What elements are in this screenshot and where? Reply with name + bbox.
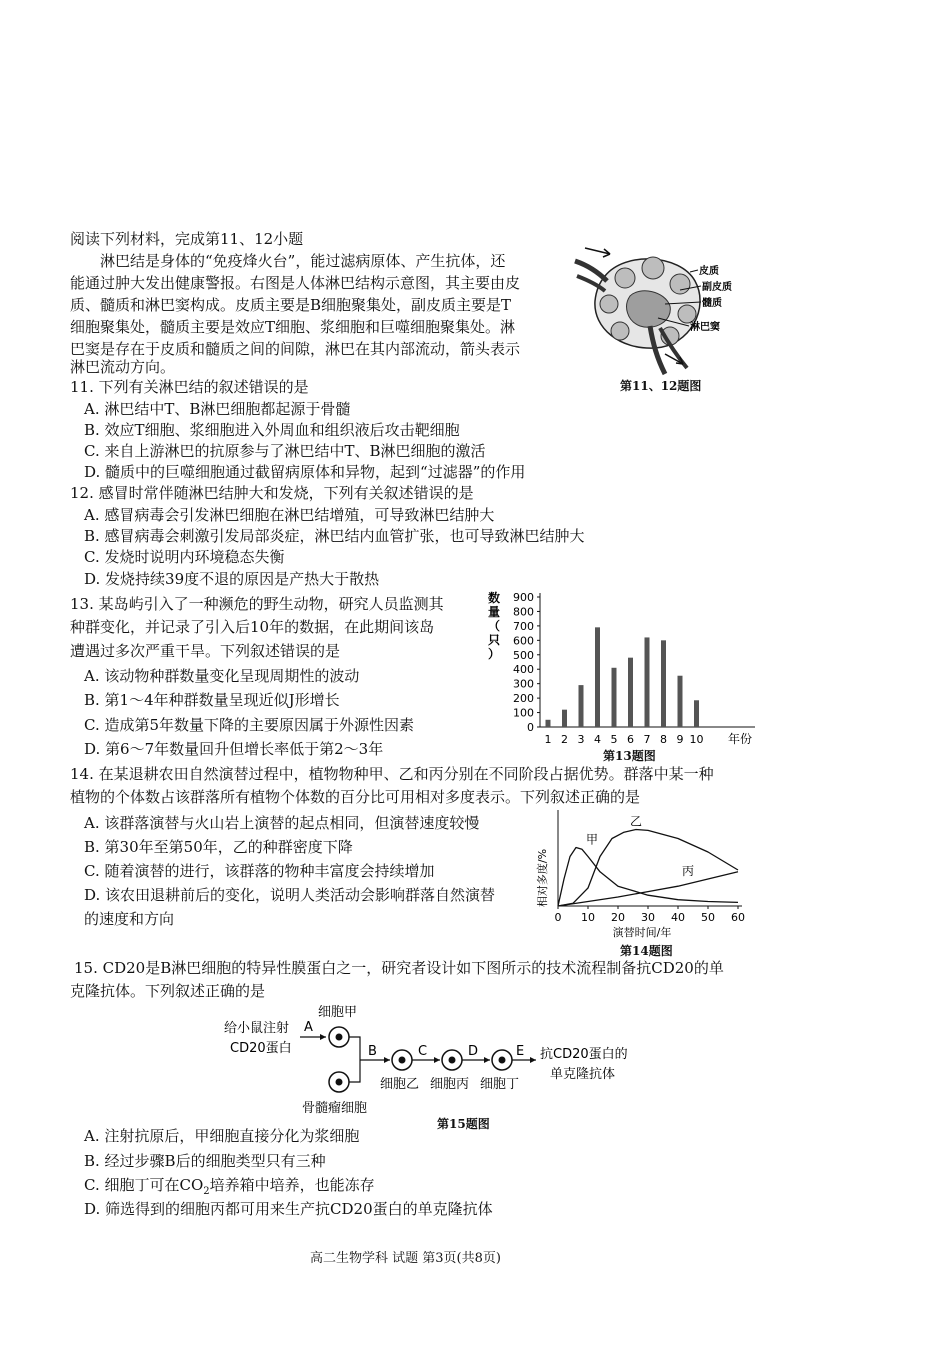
y-axis-label-char: （ <box>487 619 501 633</box>
series-label: 甲 <box>586 832 599 847</box>
inject-label: CD20蛋白 <box>230 1041 292 1056</box>
figure-caption: 第15题图 <box>437 1117 490 1131</box>
x-tick-label: 20 <box>611 911 625 924</box>
option-a: A. 该群落演替与火山岩上演替的起点相同，但演替速度较慢 <box>84 814 480 832</box>
option-b: B. 第30年至第50年，乙的种群密度下降 <box>84 838 353 856</box>
option-a: A. 该动物种群数量变化呈现周期性的波动 <box>84 667 360 685</box>
question-stem: 11. 下列有关淋巴结的叙述错误的是 <box>70 378 309 396</box>
bar <box>612 668 617 727</box>
option-c: C. 造成第5年数量下降的主要原因属于外源性因素 <box>84 716 415 734</box>
series-label: 丙 <box>682 864 695 878</box>
step-c: C <box>418 1044 428 1059</box>
myeloma-label: 骨髓瘤细胞 <box>302 1101 368 1116</box>
option-b: B. 第1～4年种群数量呈现近似J形增长 <box>84 691 340 709</box>
y-axis-label-char: ） <box>487 647 501 661</box>
bar <box>694 700 699 727</box>
passage-line: 质、髓质和淋巴窦构成。皮质主要是B细胞聚集处，副皮质主要是T <box>70 296 512 314</box>
passage-line: 巴窦是存在于皮质和髓质之间的间隙，淋巴在其内部流动，箭头表示 <box>70 340 521 358</box>
bar <box>546 720 551 727</box>
label-cortex: 皮质 <box>699 266 719 277</box>
cell-bing <box>442 1050 462 1070</box>
bar <box>562 710 567 727</box>
antibody-flow-diagram <box>220 1002 650 1118</box>
x-tick-label: 4 <box>594 733 601 746</box>
y-tick-label: 300 <box>513 677 534 691</box>
product-label: 单克隆抗体 <box>550 1067 616 1082</box>
bar <box>579 685 584 727</box>
population-bar-chart <box>480 588 770 753</box>
option-c: C. 细胞丁可在$CO_2$培养箱中培养，也能冻存 <box>84 1176 375 1197</box>
y-tick-label: 500 <box>513 648 534 662</box>
step-a: A <box>304 1020 313 1035</box>
x-tick-label: 1 <box>544 733 552 746</box>
y-axis-label-char: 量 <box>487 605 501 619</box>
x-tick-label: 0 <box>554 911 562 924</box>
cell-yi <box>392 1050 412 1070</box>
option-d: D. 发烧持续39度不退的原因是产热大于散热 <box>84 570 380 588</box>
passage-line: 细胞聚集处，髓质主要是效应T细胞、浆细胞和巨噬细胞聚集处。淋 <box>70 318 516 336</box>
x-tick-label: 5 <box>610 733 618 746</box>
bar <box>595 627 600 727</box>
question-stem: 12. 感冒时常伴随淋巴结肿大和发烧，下列有关叙述错误的是 <box>70 484 474 502</box>
question-stem: 克隆抗体。下列叙述正确的是 <box>70 982 266 1000</box>
myeloma-cell <box>329 1072 349 1092</box>
option-c: C. 发烧时说明内环境稳态失衡 <box>84 548 285 566</box>
series-label: 乙 <box>630 814 643 829</box>
bar <box>678 676 683 727</box>
y-tick-label: 800 <box>513 605 534 619</box>
y-tick-label: 100 <box>513 706 534 720</box>
passage-line: 能通过肿大发出健康警报。右图是人体淋巴结构示意图，其主要由皮 <box>70 274 521 292</box>
page-footer: 高二生物学科 试题 第3页(共8页) <box>310 1251 501 1266</box>
question-stem: 13. 某岛屿引入了一种濒危的野生动物，研究人员监测其 <box>70 595 444 613</box>
x-tick-label: 9 <box>676 733 684 746</box>
y-tick-label: 900 <box>513 591 534 604</box>
step-b: B <box>368 1044 377 1059</box>
option-d: D. 第6～7年数量回升但增长率低于第2～3年 <box>84 740 384 758</box>
step-e: E <box>516 1044 525 1059</box>
y-tick-label: 0 <box>527 721 534 734</box>
figure-caption: 第11、12题图 <box>620 379 702 393</box>
option-d-cont: 的速度和方向 <box>84 910 175 928</box>
y-tick-label: 600 <box>513 634 534 648</box>
question-stem: 植物的个体数占该群落所有植物个体数的百分比可用相对多度表示。下列叙述正确的是 <box>70 788 641 806</box>
inject-label: 给小鼠注射 <box>224 1021 290 1036</box>
x-tick-label: 60 <box>731 911 745 924</box>
x-axis-label: 年份 <box>728 732 753 746</box>
lymph-node-diagram <box>565 236 740 376</box>
bar <box>628 658 633 727</box>
label-medulla: 髓质 <box>702 298 722 309</box>
option-d: D. 髓质中的巨噬细胞通过截留病原体和异物，起到“过滤器”的作用 <box>84 463 526 481</box>
y-axis-label: 相对多度/% <box>536 848 549 908</box>
y-axis-label-char: 只 <box>487 633 501 647</box>
option-b: B. 效应T细胞、浆细胞进入外周血和组织液后攻击靶细胞 <box>84 421 460 439</box>
x-tick-label: 10 <box>581 911 595 924</box>
x-tick-label: 3 <box>577 733 585 746</box>
option-a: A. 注射抗原后，甲细胞直接分化为浆细胞 <box>84 1127 360 1145</box>
x-tick-label: 10 <box>689 733 704 746</box>
series-line <box>558 848 738 907</box>
x-tick-label: 8 <box>660 733 667 746</box>
x-tick-label: 6 <box>627 733 634 746</box>
question-stem: 15. CD20是B淋巴细胞的特异性膜蛋白之一，研究者设计如下图所示的技术流程制备抗CD20的单 <box>74 959 724 977</box>
series-line <box>558 872 738 906</box>
y-tick-label: 700 <box>513 619 534 633</box>
question-stem: 14. 在某退耕农田自然演替过程中，植物物种甲、乙和丙分别在不同阶段占据优势。群落中某一种 <box>70 765 714 783</box>
y-axis-label-char: 数 <box>487 591 501 605</box>
succession-line-chart <box>532 808 752 943</box>
x-axis-label: 演替时间/年 <box>612 926 672 939</box>
cell-ding <box>492 1050 512 1070</box>
cell-jia-label: 细胞甲 <box>318 1005 358 1020</box>
product-label: 抗CD20蛋白的 <box>540 1047 628 1062</box>
label-paracortex: 副皮质 <box>702 282 732 293</box>
figure-caption: 第14题图 <box>620 944 673 958</box>
option-a: A. 淋巴结中T、B淋巴细胞都起源于骨髓 <box>84 400 351 418</box>
option-c: C. 来自上游淋巴的抗原参与了淋巴结中T、B淋巴细胞的激活 <box>84 442 486 460</box>
bar <box>661 640 666 727</box>
passage-line: 淋巴流动方向。 <box>70 358 176 376</box>
label-sinus: 淋巴窦 <box>690 322 720 333</box>
passage-heading: 阅读下列材料，完成第11、12小题 <box>70 230 304 248</box>
bar <box>645 637 650 727</box>
x-tick-label: 30 <box>641 911 655 924</box>
passage-line: 淋巴结是身体的“免疫烽火台”，能过滤病原体、产生抗体，还 <box>100 252 506 270</box>
question-stem: 种群变化，并记录了引入后10年的数据，在此期间该岛 <box>70 618 435 636</box>
x-tick-label: 2 <box>561 733 568 746</box>
option-b: B. 感冒病毒会刺激引发局部炎症，淋巴结内血管扩张，也可导致淋巴结肿大 <box>84 527 585 545</box>
x-tick-label: 40 <box>671 911 685 924</box>
cell-bing-label: 细胞丙 <box>430 1077 470 1092</box>
option-d: D. 该农田退耕前后的变化，说明人类活动会影响群落自然演替 <box>84 886 496 904</box>
y-tick-label: 400 <box>513 663 534 677</box>
cell-jia <box>329 1027 349 1047</box>
y-tick-label: 200 <box>513 692 534 706</box>
option-b: B. 经过步骤B后的细胞类型只有三种 <box>84 1152 326 1170</box>
x-tick-label: 7 <box>643 733 651 746</box>
option-d: D. 筛选得到的细胞丙都可用来生产抗CD20蛋白的单克隆抗体 <box>84 1200 493 1218</box>
y-axis-label <box>488 590 500 661</box>
figure-caption: 第13题图 <box>603 749 656 763</box>
option-a: A. 感冒病毒会引发淋巴细胞在淋巴结增殖，可导致淋巴结肿大 <box>84 506 495 524</box>
x-tick-label: 50 <box>701 911 715 924</box>
cell-ding-label: 细胞丁 <box>480 1077 520 1092</box>
cell-yi-label: 细胞乙 <box>380 1077 420 1092</box>
step-d: D <box>468 1044 479 1059</box>
question-stem: 遭遇过多次严重干旱。下列叙述错误的是 <box>70 642 341 660</box>
option-c: C. 随着演替的进行，该群落的物种丰富度会持续增加 <box>84 862 435 880</box>
